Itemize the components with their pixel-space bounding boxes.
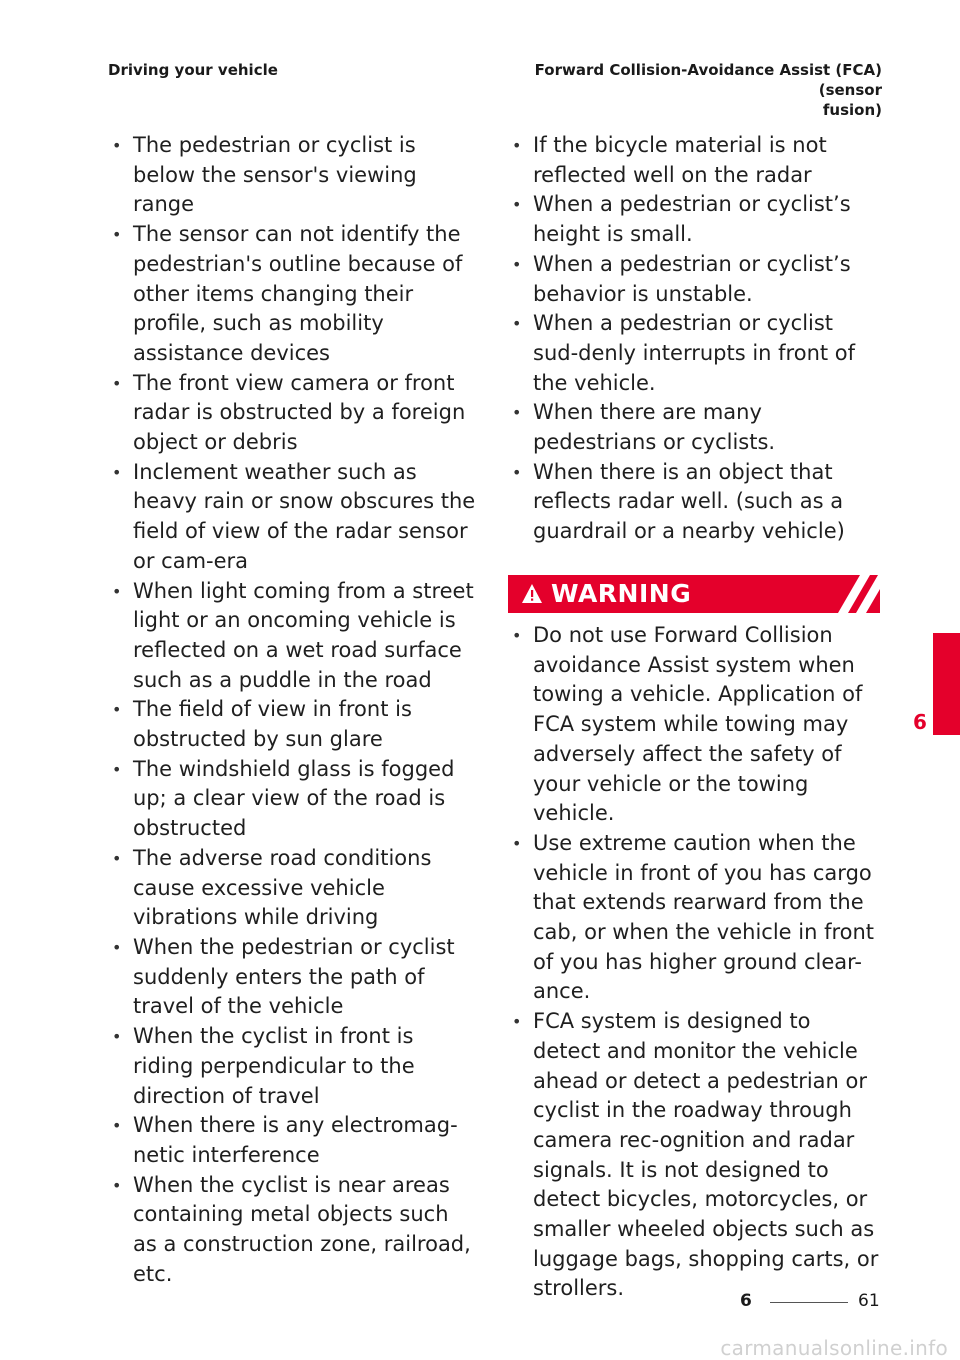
left-list-item [108, 1171, 478, 1290]
left-list-item-text: The windshield glass is fogged up; a clear view of the road is obstructed [133, 756, 455, 841]
warning-label: WARNING [551, 579, 692, 608]
watermark-text: carmanualsonline.info [720, 1336, 948, 1360]
left-list-item-text: The front view camera or front radar is obstructed by a foreign object or debris [133, 370, 466, 455]
footer-page-number: 61 [858, 1291, 880, 1311]
bullet-dot: • [512, 136, 522, 155]
left-list-item [108, 1111, 478, 1170]
bullet-dot: • [112, 136, 122, 155]
chapter-tab[interactable] [933, 633, 960, 735]
left-list-item-text: The pedestrian or cyclist is below the sensor's viewing range [133, 133, 417, 217]
running-header-right-line1: Forward Collision-Avoidance Assist (FCA) (sensor [534, 61, 882, 99]
bullet-dot: • [512, 626, 522, 645]
bullet-dot: • [112, 1175, 122, 1195]
right-bullet-list [508, 131, 883, 547]
right-list-item-text: If the bicycle material is not reflected well on the radar [533, 133, 827, 187]
left-list-item-text: When the cyclist is near areas containing metal objects such as a construction zone, railroad, etc. [133, 1172, 471, 1286]
left-list-item-text: When light coming from a street light or an oncoming vehicle is reflected on a wet road surface such as a puddle in the road [133, 578, 474, 692]
footer-chapter-number: 6 [740, 1291, 752, 1311]
left-list-item-text: The adverse road conditions cause excessive vehicle vibrations while driving [133, 845, 432, 930]
bullet-dot: • [512, 314, 522, 334]
bullet-dot: • [112, 462, 122, 482]
left-list-item [108, 695, 478, 754]
left-list-item-text: The field of view in front is obstructed by sun glare [133, 697, 412, 752]
warning-bullet-list [508, 621, 883, 1304]
left-list-item [108, 131, 478, 220]
left-list-item [108, 1022, 478, 1111]
left-bullet-list [108, 131, 478, 1289]
chapter-tab-number: 6 [913, 710, 927, 734]
bullet-dot: • [512, 195, 522, 215]
running-header-right [482, 60, 882, 120]
left-list-item-text: Inclement weather such as heavy rain or snow obscures the field of view of the radar sensor or cam-era [133, 459, 476, 573]
left-list-item [108, 369, 478, 458]
right-list-item [508, 309, 883, 398]
right-list-item [508, 190, 883, 249]
bullet-dot: • [512, 254, 522, 274]
right-list-item-text: When there are many pedestrians or cyclists. [533, 400, 776, 455]
left-list-item [108, 933, 478, 1022]
running-header-left: Driving your vehicle [108, 61, 278, 79]
left-list-item [108, 220, 478, 369]
bullet-dot: • [112, 1116, 122, 1136]
left-list-item [108, 755, 478, 844]
right-list-item-text: When a pedestrian or cyclist’s behavior is unstable. [533, 251, 851, 306]
warning-slash-decoration [824, 575, 880, 613]
bullet-dot: • [512, 462, 522, 482]
warning-content [508, 621, 883, 1304]
warning-list-item-text: Use extreme caution when the vehicle in front of you has cargo that extends rearward from the cab, or when the vehicle in front of you has higher ground clear-ance. [533, 830, 875, 1004]
left-column [108, 131, 478, 1289]
left-list-item [108, 844, 478, 933]
right-column [508, 131, 883, 547]
left-list-item-text: The sensor can not identify the pedestrian's outline because of other items changing their profile, such as mobility assistance devices [133, 222, 463, 365]
footer-divider [770, 1302, 848, 1303]
warning-list-item-text: FCA system is designed to detect and monitor the vehicle ahead or detect a pedestrian or cyclist in the roadway through camera rec-ognition and radar signals. It is not designed to detect bicycles, motorcycles, or smaller wheeled objects such as luggage bags, shopping carts, or strollers. [533, 1009, 879, 1301]
bullet-dot: • [112, 937, 122, 957]
bullet-dot: • [112, 373, 122, 393]
warning-triangle-icon [521, 583, 543, 605]
left-list-item-text: When the pedestrian or cyclist suddenly enters the path of travel of the vehicle [133, 934, 455, 1019]
left-list-item-text: When there is any electromag-netic interference [133, 1113, 458, 1167]
bullet-dot: • [112, 1027, 122, 1047]
bullet-dot: • [112, 848, 122, 868]
warning-list-item [508, 1007, 883, 1304]
right-list-item [508, 398, 883, 457]
bullet-dot: • [512, 833, 522, 853]
bullet-dot: • [112, 225, 122, 245]
bullet-dot: • [112, 581, 122, 601]
left-list-item [108, 458, 478, 577]
right-list-item-text: When there is an object that reflects radar well. (such as a guardrail or a nearby vehicle) [533, 459, 845, 544]
bullet-dot: • [112, 759, 122, 779]
bullet-dot: • [512, 1012, 522, 1032]
right-list-item-text: When a pedestrian or cyclist’s height is small. [533, 192, 851, 247]
left-list-item-text: When the cyclist in front is riding perpendicular to the direction of travel [133, 1024, 415, 1108]
warning-list-item [508, 621, 883, 829]
warning-list-item [508, 829, 883, 1007]
warning-list-item-text: Do not use Forward Collision avoidance Assist system when towing a vehicle. Application of FCA system while towing may adversely affect the safety of your vehicle or the towing vehicle. [533, 623, 863, 826]
bullet-dot: • [512, 403, 522, 423]
right-list-item-text: When a pedestrian or cyclist sud-denly interrupts in front of the vehicle. [533, 311, 856, 395]
warning-banner [508, 575, 880, 613]
bullet-dot: • [112, 700, 122, 720]
running-header-right-line2: fusion) [822, 101, 882, 119]
right-list-item [508, 458, 883, 547]
right-list-item [508, 131, 883, 190]
right-list-item [508, 250, 883, 309]
left-list-item [108, 577, 478, 696]
